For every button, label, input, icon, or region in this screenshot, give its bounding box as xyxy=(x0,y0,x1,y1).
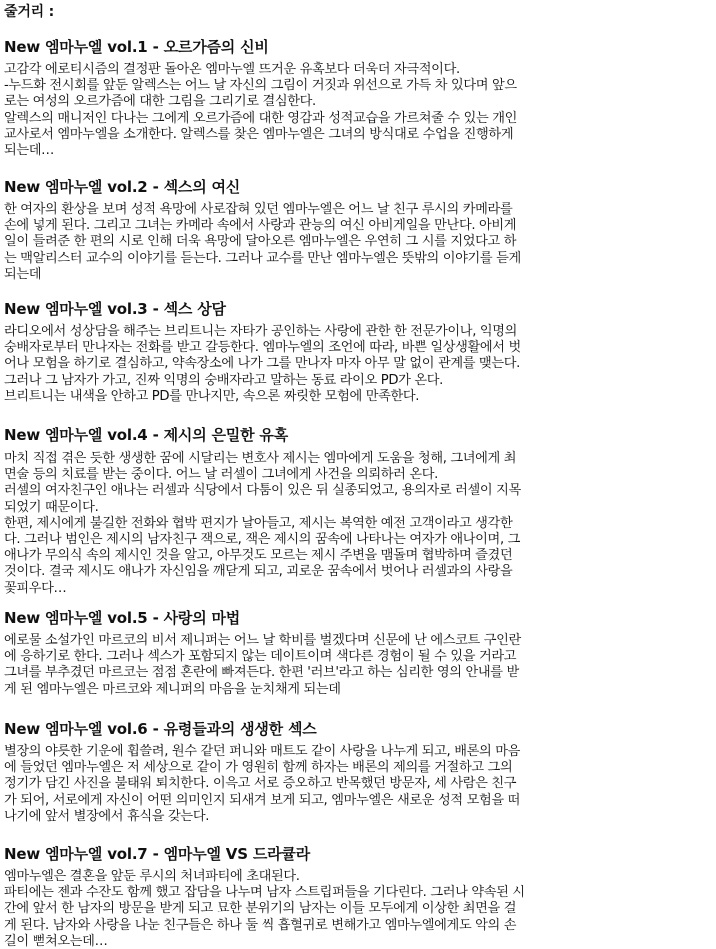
section-title: New 엠마누엘 vol.2 - 섹스의 여신 xyxy=(4,178,241,196)
section-text-line: 애나가 무의식 속의 제시인 것을 알고, 아무것도 모르는 제시 주변을 맴돌며 협박하며 즐겼던 xyxy=(4,548,513,564)
section-text-line: 한 여자의 환상을 보며 성적 욕망에 사로잡혀 있던 엠마누엘은 어느 날 친구 루시의 카메라를 xyxy=(4,202,513,217)
section-text-line: 되었기 때문이다. xyxy=(4,499,99,515)
section-text-line: 길이 뻗쳐오는데… xyxy=(4,933,108,949)
section-text-line: 일이 들려준 한 편의 시로 인해 더욱 욕망에 달아오른 엠마누엘은 우연히 그 시를 지었다고 하 xyxy=(4,234,517,250)
section-text-line: 알렉스의 매니저인 다나는 그에게 오르가즘에 대한 영감과 성적교습을 가르쳐줄 수 있는 개인 xyxy=(4,110,518,126)
section-text-line: 에로물 소설가인 마르코의 비서 제니퍼는 어느 날 학비를 벌겠다며 신문에 난 에스코트 구인란 xyxy=(4,633,521,648)
section-title: New 엠마누엘 vol.4 - 제시의 은밀한 유혹 xyxy=(4,426,288,444)
section-text-line: 되는데 xyxy=(4,266,42,282)
section-text-line: 그녀를 부추겼던 마르코는 점점 혼란에 빠져든다. 한편 '러브'라고 하는 심리한 영의 안내를 받 xyxy=(4,665,519,681)
synopsis-title: 줄거리 : xyxy=(4,4,55,20)
section-text-line: 나기에 앞서 별장에서 휴식을 갖는다. xyxy=(4,808,210,824)
section-text-line: 손에 넣게 된다. 그리고 그녀는 카메라 속에서 사랑과 관능의 여신 아비게일을 만난다. 아비게 xyxy=(4,218,517,234)
section-text-line: 교사로서 엠마누엘을 소개한다. 알렉스를 찾은 엠마누엘은 그녀의 방식대로 수업을 진행하게 xyxy=(4,126,514,142)
section-text-line: 게 된 엠마누엘은 마르코와 제니퍼의 마음을 눈치채게 되는데 xyxy=(4,681,341,697)
section-text-line: 별장의 야릇한 기운에 휩쓸려, 원수 같던 퍼니와 매트도 같이 사랑을 나누게 되고, 배론의 마음 xyxy=(4,744,521,759)
section-text-line: 브리트니는 내색을 안하고 PD를 만나지만, 속으론 짜릿한 모험에 만족한다. xyxy=(4,388,420,404)
section-text-line: 간에 앞서 한 남자의 방문을 받게 되고 묘한 분위기의 남자는 이들 모두에게 이상한 최면을 걸 xyxy=(4,901,517,917)
section-text-line: 로는 여성의 오르가즘에 대한 그림을 그리기로 결심한다. xyxy=(4,94,316,110)
section-text-line: -누드화 전시회를 앞둔 알렉스는 어느 날 자신의 그림이 거짓과 위선으로 가득 차 있다며 앞으 xyxy=(4,78,517,94)
section-text-line: 되는데… xyxy=(4,143,55,158)
section-text-line: 가 되어, 서로에게 자신이 어떤 의미인지 되새겨 보게 되고, 엠마누엘은 새로운 성적 모험을 떠 xyxy=(4,792,521,808)
section-text-line: 고감각 에로티시즘의 결정판 돌아온 엠마누엘 뜨거운 유혹보다 더욱더 자극적이다. xyxy=(4,62,460,77)
section-text-line: 한편, 제시에게 불길한 전화와 협박 편지가 날아들고, 제시는 복역한 예전 고객이라고 생각한 xyxy=(4,515,513,531)
section-text-line: 러셀의 여자친구인 애나는 러셀과 식당에서 다툼이 있은 뒤 실종되었고, 용의자로 러셀이 지목 xyxy=(4,483,521,499)
section-text-line: 마치 직접 겪은 듯한 생생한 꿈에 시달리는 변호사 제시는 엠마에게 도움을 청해, 그녀에게 최 xyxy=(4,451,517,466)
section-text-line: 어나 모험을 하기로 결심하고, 약속장소에 나가 그를 만나자 마자 아무 말 없이 관계를 맺는다. xyxy=(4,356,521,372)
section-title: New 엠마누엘 vol.6 - 유령들과의 생생한 섹스 xyxy=(4,720,317,738)
section-text-line: 에 들었던 엠마누엘은 저 세상으로 같이 가 영원히 함께 하자는 배론의 제의를 거절하고 그의 xyxy=(4,760,513,776)
section-title: New 엠마누엘 vol.3 - 섹스 상담 xyxy=(4,300,226,318)
section-text-line: 게 된다. 남자와 사랑을 나눈 친구들은 하나 둘 씩 흡혈귀로 변해가고 엠마누엘에게도 악의 손 xyxy=(4,917,517,933)
section-text-line: 는 맥알리스터 교수의 이야기를 듣는다. 그러나 교수를 만난 엠마누엘은 뜻밖의 이야기를 듣게 xyxy=(4,250,521,266)
section-text-line: 것이다. 결국 제시도 애나가 자신임을 깨닫게 되고, 괴로운 꿈속에서 벗어나 러셀과의 사랑을 xyxy=(4,564,513,580)
section-text-line: 다. 그러나 범인은 제시의 남자친구 잭으로, 잭은 제시의 꿈속에 나타나는 여자가 애나이며, 그 xyxy=(4,532,521,547)
section-text-line: 꽃피우다… xyxy=(4,580,67,596)
section-text-line: 그러나 그 남자가 가고, 진짜 익명의 숭배자라고 말하는 동료 라이오 PD가 온다. xyxy=(4,372,444,388)
section-text-line: 숭배자로부터 만나자는 전화를 받고 갈등한다. 엠마누엘의 조언에 따라, 바쁜 일상생활에서 벗 xyxy=(4,340,521,356)
section-text-line: 파티에는 젠과 수잔도 함께 했고 잡담을 나누며 남자 스트립퍼들을 기다린다. 그러나 약속된 시 xyxy=(4,885,525,901)
section-text-line: 에 응하기로 한다. 그러나 섹스가 포함되지 않는 데이트이며 색다른 경험이 될 수 있을 거라고 xyxy=(4,649,517,665)
section-title: New 엠마누엘 vol.7 - 엠마누엘 VS 드라큘라 xyxy=(4,845,310,863)
section-text-line: 정기가 담긴 사진을 불태워 퇴치한다. 이윽고 서로 증오하고 반목했던 방문자, 세 사람은 친구 xyxy=(4,776,517,792)
section-title: New 엠마누엘 vol.1 - 오르가즘의 신비 xyxy=(4,38,269,56)
section-text-line: 라디오에서 성상담을 해주는 브리트니는 자타가 공인하는 사랑에 관한 한 전문가이나, 익명의 xyxy=(4,324,518,339)
section-text-line: 면술 등의 치료를 받는 중이다. 어느 날 러셀이 그녀에게 사건을 의뢰하러 온다. xyxy=(4,467,439,483)
section-text-line: 엠마누엘은 결혼을 앞둔 루시의 처녀파티에 초대된다. xyxy=(4,869,300,884)
section-title: New 엠마누엘 vol.5 - 사랑의 마법 xyxy=(4,609,241,627)
